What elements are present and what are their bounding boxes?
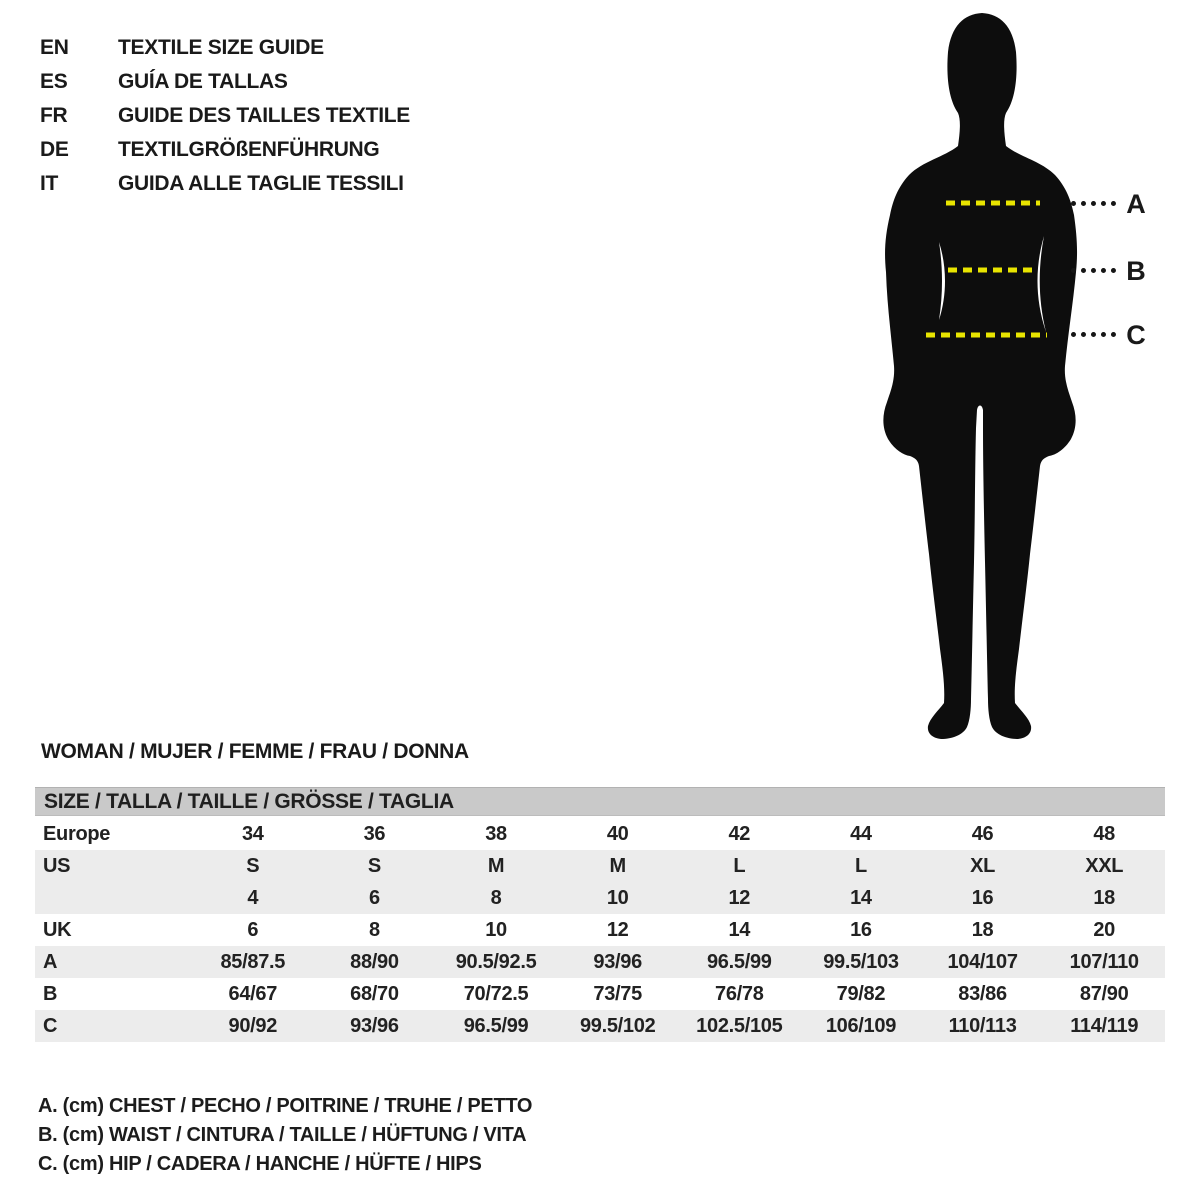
- waist-leader-line: [1071, 268, 1116, 273]
- size-cell: 88/90: [350, 950, 399, 973]
- language-title: GUIDA ALLE TAGLIE TESSILI: [118, 172, 404, 195]
- row-label: UK: [43, 918, 72, 941]
- size-cell: 90.5/92.5: [455, 950, 537, 973]
- size-table: [35, 818, 1165, 1042]
- size-cell: S: [367, 854, 381, 877]
- size-cell: 18: [1093, 886, 1116, 909]
- size-cell: 34: [241, 822, 264, 845]
- size-cell: M: [609, 854, 626, 877]
- size-cell: 99.5/102: [579, 1014, 656, 1037]
- table-row-chest: [35, 946, 1165, 978]
- table-row-us: [35, 850, 1165, 882]
- size-cell: 90/92: [228, 1014, 278, 1037]
- size-cell: 12: [606, 918, 629, 941]
- size-cell: 16: [971, 886, 994, 909]
- language-row-fr: [40, 99, 410, 133]
- woman-silhouette-icon: [880, 8, 1080, 743]
- language-code: EN: [40, 36, 69, 59]
- size-cell: 40: [606, 822, 629, 845]
- legend-waist: B. (cm) WAIST / CINTURA / TAILLE / HÜFTUNG / VITA: [38, 1124, 527, 1146]
- size-cell: 102.5/105: [696, 1014, 783, 1037]
- row-label: Europe: [43, 822, 111, 845]
- table-row-uk: [35, 914, 1165, 946]
- size-cell: 104/107: [947, 950, 1018, 973]
- size-cell: XXL: [1085, 854, 1124, 877]
- size-cell: 85/87.5: [220, 950, 286, 973]
- section-title: WOMAN / MUJER / FEMME / FRAU / DONNA: [41, 740, 469, 763]
- size-cell: 14: [850, 886, 872, 909]
- table-row-us-numeric: [35, 882, 1165, 914]
- size-cell: 110/113: [948, 1014, 1017, 1037]
- size-cell: 99.5/103: [823, 950, 899, 973]
- size-cell: 96.5/99: [706, 950, 772, 973]
- size-cell: 46: [971, 822, 994, 845]
- language-row-es: [40, 65, 410, 99]
- size-cell: 107/110: [1069, 950, 1139, 973]
- size-cell: 4: [247, 886, 259, 909]
- size-cell: 87/90: [1079, 982, 1129, 1005]
- size-cell: S: [246, 854, 260, 877]
- size-cell: 12: [728, 886, 751, 909]
- size-cell: 93/96: [593, 950, 642, 973]
- language-code: DE: [40, 138, 69, 161]
- language-row-it: [40, 167, 410, 201]
- table-row-europe: [35, 818, 1165, 850]
- hip-leader-line: [1071, 332, 1116, 337]
- row-label: C: [43, 1014, 58, 1037]
- table-row-waist: [35, 978, 1165, 1010]
- table-row-hip: [35, 1010, 1165, 1042]
- language-title: TEXTILE SIZE GUIDE: [118, 36, 324, 59]
- size-cell: 6: [369, 886, 380, 909]
- language-title: TEXTILGRÖßENFÜHRUNG: [118, 138, 380, 161]
- row-label: A: [43, 950, 58, 973]
- legend-hip: C. (cm) HIP / CADERA / HANCHE / HÜFTE / HIPS: [38, 1153, 482, 1175]
- table-header: SIZE / TALLA / TAILLE / GRÖSSE / TAGLIA: [35, 787, 1165, 816]
- marker-label-a: A: [1126, 189, 1146, 219]
- size-cell: 6: [247, 918, 259, 941]
- language-title: GUÍA DE TALLAS: [118, 70, 288, 93]
- language-row-de: [40, 133, 410, 167]
- size-cell: 106/109: [825, 1014, 897, 1037]
- size-cell: 16: [850, 918, 872, 941]
- size-cell: 10: [485, 918, 507, 941]
- size-cell: L: [733, 854, 746, 877]
- size-cell: 10: [606, 886, 629, 909]
- size-cell: 48: [1093, 822, 1116, 845]
- marker-label-b: B: [1126, 256, 1146, 286]
- language-title: GUIDE DES TAILLES TEXTILE: [118, 104, 410, 127]
- measurement-legend: [38, 1092, 532, 1179]
- size-cell: 20: [1093, 918, 1116, 941]
- size-cell: 8: [369, 918, 380, 941]
- language-row-en: [40, 31, 410, 65]
- size-cell: M: [487, 854, 505, 877]
- size-cell: 18: [971, 918, 994, 941]
- language-code: ES: [40, 70, 68, 93]
- size-cell: 42: [728, 822, 751, 845]
- size-cell: 36: [363, 822, 386, 845]
- size-cell: 38: [485, 822, 507, 845]
- size-cell: 96.5/99: [463, 1014, 529, 1037]
- size-cell: 83/86: [958, 982, 1007, 1005]
- size-cell: L: [854, 854, 867, 877]
- size-cell: 64/67: [228, 982, 278, 1005]
- marker-label-c: C: [1126, 320, 1146, 350]
- size-cell: XL: [970, 854, 996, 877]
- language-title-list: [40, 31, 410, 201]
- size-cell: 68/70: [350, 982, 399, 1005]
- legend-chest: A. (cm) CHEST / PECHO / POITRINE / TRUHE / PETTO: [38, 1095, 533, 1117]
- size-cell: 76/78: [715, 982, 764, 1005]
- size-cell: 44: [850, 822, 872, 845]
- row-label: US: [43, 854, 71, 877]
- size-cell: 93/96: [350, 1014, 399, 1037]
- language-code: FR: [40, 104, 68, 127]
- size-cell: 14: [728, 918, 751, 941]
- size-cell: 79/82: [836, 982, 886, 1005]
- language-code: IT: [40, 172, 59, 195]
- size-cell: 70/72.5: [463, 982, 529, 1005]
- size-cell: 114/119: [1070, 1014, 1139, 1037]
- size-cell: 8: [490, 886, 502, 909]
- size-cell: 73/75: [593, 982, 642, 1005]
- chest-leader-line: [1071, 201, 1116, 206]
- row-label: B: [43, 982, 58, 1005]
